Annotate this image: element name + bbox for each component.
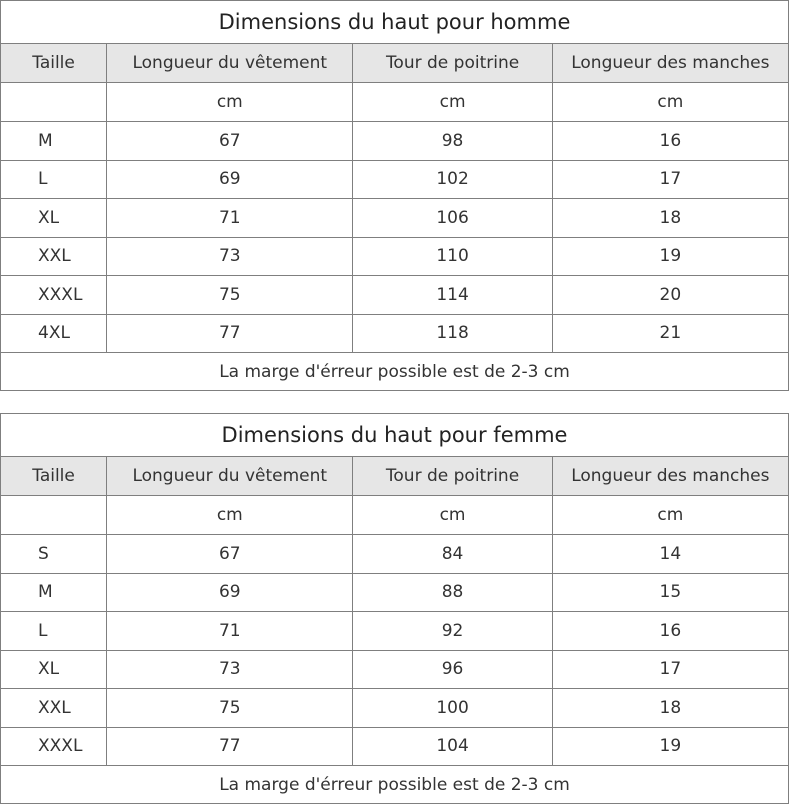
- size-cell: XXXL: [1, 727, 107, 766]
- table-row: [1, 237, 789, 276]
- women-table-title: Dimensions du haut pour femme: [1, 414, 789, 457]
- sleeve-length-cell: 18: [552, 689, 788, 728]
- table-title-row: [1, 414, 789, 457]
- sleeve-length-cell: 18: [552, 199, 788, 238]
- chest-cell: 110: [353, 237, 552, 276]
- chest-cell: 88: [353, 573, 552, 612]
- table-row: [1, 314, 789, 353]
- chest-cell: 118: [353, 314, 552, 353]
- sleeve-length-cell: 17: [552, 650, 788, 689]
- error-margin-note: La marge d'érreur possible est de 2-3 cm: [1, 766, 789, 804]
- chest-cell: 96: [353, 650, 552, 689]
- chest-cell: 114: [353, 276, 552, 315]
- sleeve-length-cell: 14: [552, 535, 788, 574]
- size-cell: 4XL: [1, 314, 107, 353]
- table-row: [1, 535, 789, 574]
- sleeve-length-cell: 16: [552, 122, 788, 161]
- garment-length-cell: 69: [107, 160, 353, 199]
- size-cell: S: [1, 535, 107, 574]
- note-row: [1, 353, 789, 391]
- header-sleeve-length: Longueur des manches: [552, 44, 788, 83]
- size-cell: XL: [1, 199, 107, 238]
- size-cell: L: [1, 612, 107, 651]
- table-row: [1, 612, 789, 651]
- unit-cell: [1, 83, 107, 122]
- table-title-row: [1, 1, 789, 44]
- garment-length-cell: 67: [107, 535, 353, 574]
- chest-cell: 100: [353, 689, 552, 728]
- header-sleeve-length: Longueur des manches: [552, 457, 788, 496]
- table-row: [1, 573, 789, 612]
- unit-cell: cm: [107, 83, 353, 122]
- unit-cell: cm: [552, 83, 788, 122]
- size-cell: XL: [1, 650, 107, 689]
- header-chest: Tour de poitrine: [353, 44, 552, 83]
- header-garment-length: Longueur du vêtement: [107, 457, 353, 496]
- sleeve-length-cell: 19: [552, 237, 788, 276]
- sleeve-length-cell: 15: [552, 573, 788, 612]
- unit-cell: cm: [107, 496, 353, 535]
- chest-cell: 104: [353, 727, 552, 766]
- garment-length-cell: 77: [107, 314, 353, 353]
- sleeve-length-cell: 21: [552, 314, 788, 353]
- size-cell: M: [1, 573, 107, 612]
- garment-length-cell: 77: [107, 727, 353, 766]
- unit-row: [1, 496, 789, 535]
- unit-cell: cm: [353, 83, 552, 122]
- table-row: [1, 650, 789, 689]
- sleeve-length-cell: 16: [552, 612, 788, 651]
- header-row: [1, 457, 789, 496]
- table-row: [1, 199, 789, 238]
- unit-cell: cm: [353, 496, 552, 535]
- garment-length-cell: 73: [107, 650, 353, 689]
- size-cell: XXL: [1, 237, 107, 276]
- chest-cell: 102: [353, 160, 552, 199]
- chest-cell: 92: [353, 612, 552, 651]
- unit-row: [1, 83, 789, 122]
- garment-length-cell: 69: [107, 573, 353, 612]
- sleeve-length-cell: 17: [552, 160, 788, 199]
- garment-length-cell: 71: [107, 612, 353, 651]
- size-cell: XXL: [1, 689, 107, 728]
- garment-length-cell: 71: [107, 199, 353, 238]
- unit-cell: cm: [552, 496, 788, 535]
- table-row: [1, 122, 789, 161]
- size-cell: L: [1, 160, 107, 199]
- chest-cell: 106: [353, 199, 552, 238]
- header-row: [1, 44, 789, 83]
- sleeve-length-cell: 20: [552, 276, 788, 315]
- sleeve-length-cell: 19: [552, 727, 788, 766]
- table-row: [1, 727, 789, 766]
- women-size-table: [0, 413, 789, 804]
- chest-cell: 84: [353, 535, 552, 574]
- table-row: [1, 160, 789, 199]
- header-garment-length: Longueur du vêtement: [107, 44, 353, 83]
- error-margin-note: La marge d'érreur possible est de 2-3 cm: [1, 353, 789, 391]
- garment-length-cell: 75: [107, 689, 353, 728]
- header-size: Taille: [1, 44, 107, 83]
- size-cell: XXXL: [1, 276, 107, 315]
- table-row: [1, 276, 789, 315]
- size-cell: M: [1, 122, 107, 161]
- table-row: [1, 689, 789, 728]
- garment-length-cell: 67: [107, 122, 353, 161]
- garment-length-cell: 75: [107, 276, 353, 315]
- men-table-title: Dimensions du haut pour homme: [1, 1, 789, 44]
- note-row: [1, 766, 789, 804]
- garment-length-cell: 73: [107, 237, 353, 276]
- men-size-table: [0, 0, 789, 391]
- header-size: Taille: [1, 457, 107, 496]
- chest-cell: 98: [353, 122, 552, 161]
- header-chest: Tour de poitrine: [353, 457, 552, 496]
- unit-cell: [1, 496, 107, 535]
